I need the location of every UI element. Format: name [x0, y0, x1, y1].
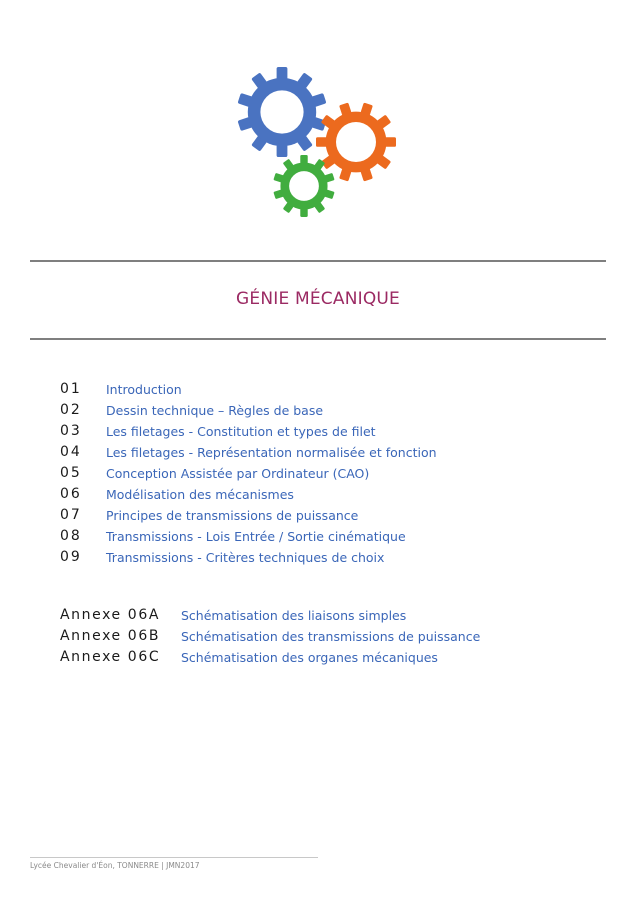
chapter-item[interactable] [60, 547, 620, 568]
page-title: GÉNIE MÉCANIQUE [236, 289, 400, 309]
chapter-item[interactable] [60, 379, 620, 400]
chapter-link[interactable]: Les filetages - Constitution et types de filet [106, 424, 376, 439]
chapter-item[interactable] [60, 484, 620, 505]
chapter-item[interactable] [60, 442, 620, 463]
annex-code: Annexe 06A [60, 607, 160, 623]
annex-code: Annexe 06B [60, 628, 161, 644]
annex-item[interactable] [60, 605, 630, 626]
annex-link[interactable]: Schématisation des organes mécaniques [181, 650, 438, 665]
chapter-number: 09 [60, 549, 82, 565]
gears-icon [230, 60, 410, 230]
chapter-link[interactable]: Transmissions - Lois Entrée / Sortie cinématique [106, 529, 406, 544]
chapter-number: 06 [60, 486, 82, 502]
annex-list [60, 605, 630, 668]
chapter-link[interactable]: Dessin technique – Règles de base [106, 403, 324, 418]
chapter-link[interactable]: Transmissions - Critères techniques de choix [106, 550, 385, 565]
footer-text: Lycée Chevalier d'Éon, TONNERRE | JMN2017 [30, 861, 200, 870]
annex-link[interactable]: Schématisation des liaisons simples [181, 608, 407, 623]
chapter-item[interactable] [60, 526, 620, 547]
chapter-number: 02 [60, 402, 82, 418]
orange-gear-icon [316, 102, 396, 181]
annex-code: Annexe 06C [60, 649, 161, 665]
chapter-item[interactable] [60, 421, 620, 442]
chapter-link[interactable]: Modélisation des mécanismes [106, 487, 294, 502]
chapter-item[interactable] [60, 505, 620, 526]
chapter-item[interactable] [60, 400, 620, 421]
footer-rule [30, 857, 318, 858]
chapter-number: 05 [60, 465, 82, 481]
annex-link[interactable]: Schématisation des transmissions de puissance [181, 629, 481, 644]
chapter-number: 01 [60, 381, 82, 397]
chapter-link[interactable]: Principes de transmissions de puissance [106, 508, 359, 523]
chapter-number: 07 [60, 507, 82, 523]
chapter-item[interactable] [60, 463, 620, 484]
annex-item[interactable] [60, 647, 630, 668]
title-top-rule [30, 260, 606, 262]
annex-item[interactable] [60, 626, 630, 647]
chapter-list [60, 379, 620, 568]
title-bottom-rule [30, 338, 606, 340]
chapter-link[interactable]: Introduction [106, 382, 182, 397]
chapter-link[interactable]: Les filetages - Représentation normalisée et fonction [106, 445, 437, 460]
chapter-number: 08 [60, 528, 82, 544]
chapter-link[interactable]: Conception Assistée par Ordinateur (CAO) [106, 466, 370, 481]
blue-gear-icon [238, 67, 327, 157]
chapter-number: 04 [60, 444, 82, 460]
chapter-number: 03 [60, 423, 82, 439]
